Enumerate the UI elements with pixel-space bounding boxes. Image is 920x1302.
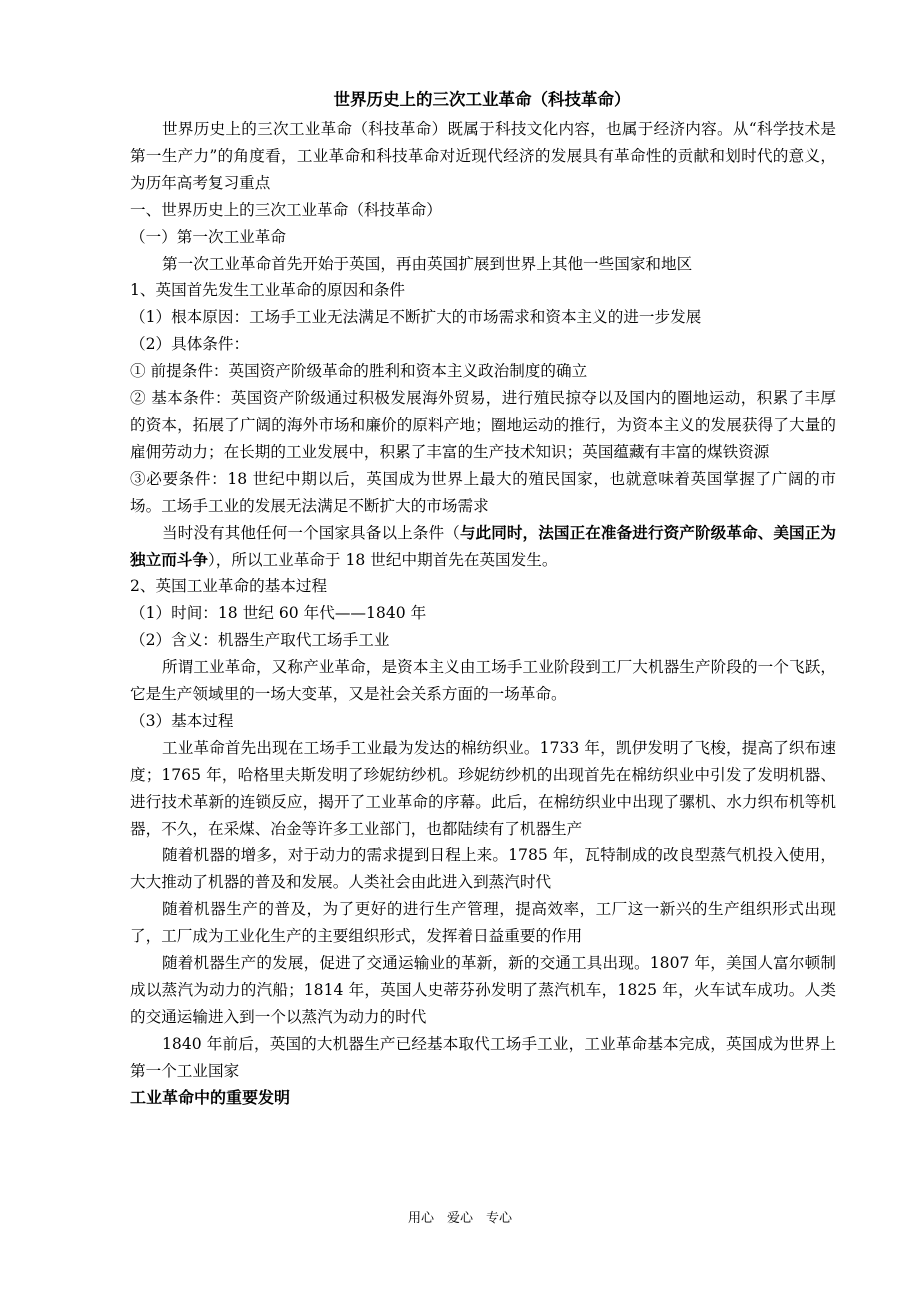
root-cause-paragraph: （1）根本原因：工场手工业无法满足不断扩大的市场需求和资本主义的进一步发展: [130, 308, 702, 327]
section-heading-1: 一、世界历史上的三次工业革命（科技革命）: [130, 200, 442, 219]
meaning-paragraph: （2）含义：机器生产取代工场手工业: [130, 631, 390, 650]
document-body: [130, 116, 836, 1112]
steam-paragraph: 随着机器的增多，对于动力的需求提到日程上来。1785 年，瓦特制成的改良型蒸气机投入使用，大大推动了机器的普及和发展。人类社会由此进入到蒸汽时代: [130, 846, 836, 892]
condition-2: ② 基本条件：英国资产阶级通过积极发展海外贸易，进行殖民掠夺以及国内的圈地运动，积累了丰厚的资本，拓展了广阔的海外市场和廉价的原料产地；圈地运动的推行，为资本主义的发展获得了大量的雇佣劳动力；在长期的工业发展中，积累了丰富的生产技术知识；英国蕴藏有丰富的煤铁资源: [130, 389, 836, 461]
first-revolution-paragraph: 第一次工业革命首先开始于英国，再由英国扩展到世界上其他一些国家和地区: [162, 254, 693, 273]
page-title: 世界历史上的三次工业革命（科技革命）: [333, 90, 631, 109]
process-label: （3）基本过程: [130, 711, 234, 730]
no-other-text-b: ），所以工业革命于 18 世纪中期首先在英国发生。: [207, 550, 558, 569]
time-paragraph: （1）时间：18 世纪 60 年代——1840 年: [130, 604, 427, 623]
condition-1: ① 前提条件：英国资产阶级革命的胜利和资本主义政治制度的确立: [130, 362, 588, 381]
inventions-heading: 工业革命中的重要发明: [130, 1087, 291, 1107]
specific-conditions-label: （2）具体条件：: [130, 335, 250, 354]
heading-process: 2、英国工业革命的基本过程: [130, 577, 328, 596]
intro-paragraph: 世界历史上的三次工业革命（科技革命）既属于科技文化内容，也属于经济内容。从“科学技术是第一生产力”的角度看，工业革命和科技革命对近现代经济的发展具有革命性的贡献和划时代的意义，为历年高考复习重点: [130, 120, 836, 192]
cotton-paragraph: 工业革命首先出现在工场手工业最为发达的棉纺织业。1733 年，凯伊发明了飞梭，提高了织布速度；1765 年，哈格里夫斯发明了珍妮纺纱机。珍妮纺纱机的出现首先在棉纺织业中引发了发明机器、进行技术革新的连锁反应，揭开了工业革命的序幕。此后，在棉纺织业中出现了骡机、水力织布机等机器，不久，在采煤、冶金等许多工业部门，也都陆续有了机器生产: [130, 738, 836, 838]
page-footer: 用心 爱心 专心: [407, 1211, 512, 1226]
condition-3: ③必要条件：18 世纪中期以后，英国成为世界上最大的殖民国家，也就意味着英国掌握了广阔的市场。工场手工业的发展无法满足不断扩大的市场需求: [130, 469, 836, 515]
factory-paragraph: 随着机器生产的普及，为了更好的进行生产管理，提高效率，工厂这一新兴的生产组织形式出现了，工厂成为工业化生产的主要组织形式，发挥着日益重要的作用: [130, 900, 836, 946]
no-other-country-paragraph: [130, 520, 836, 574]
no-other-text-a: 当时没有其他任何一个国家具备以上条件（: [162, 523, 460, 542]
transport-paragraph: 随着机器生产的发展，促进了交通运输业的革新，新的交通工具出现。1807 年，美国人富尔顿制成以蒸汽为动力的汽船；1814 年，英国人史蒂芬孙发明了蒸汽机车，1825 年，火车试车成功。人类的交通运输进入到一个以蒸汽为动力的时代: [130, 954, 836, 1026]
no-other-bold-text: 与此同时，法国正在准备进行资产阶级革命、美国正为独立而斗争: [130, 523, 836, 569]
subsection-heading-first-revolution: （一）第一次工业革命: [130, 227, 286, 246]
heading-causes: 1、英国首先发生工业革命的原因和条件: [130, 281, 406, 300]
completion-paragraph: 1840 年前后，英国的大机器生产已经基本取代工场手工业，工业革命基本完成，英国成为世界上第一个工业国家: [130, 1034, 836, 1080]
definition-paragraph: 所谓工业革命，又称产业革命，是资本主义由工场手工业阶段到工厂大机器生产阶段的一个飞跃，它是生产领域里的一场大变革，又是社会关系方面的一场革命。: [130, 658, 836, 704]
